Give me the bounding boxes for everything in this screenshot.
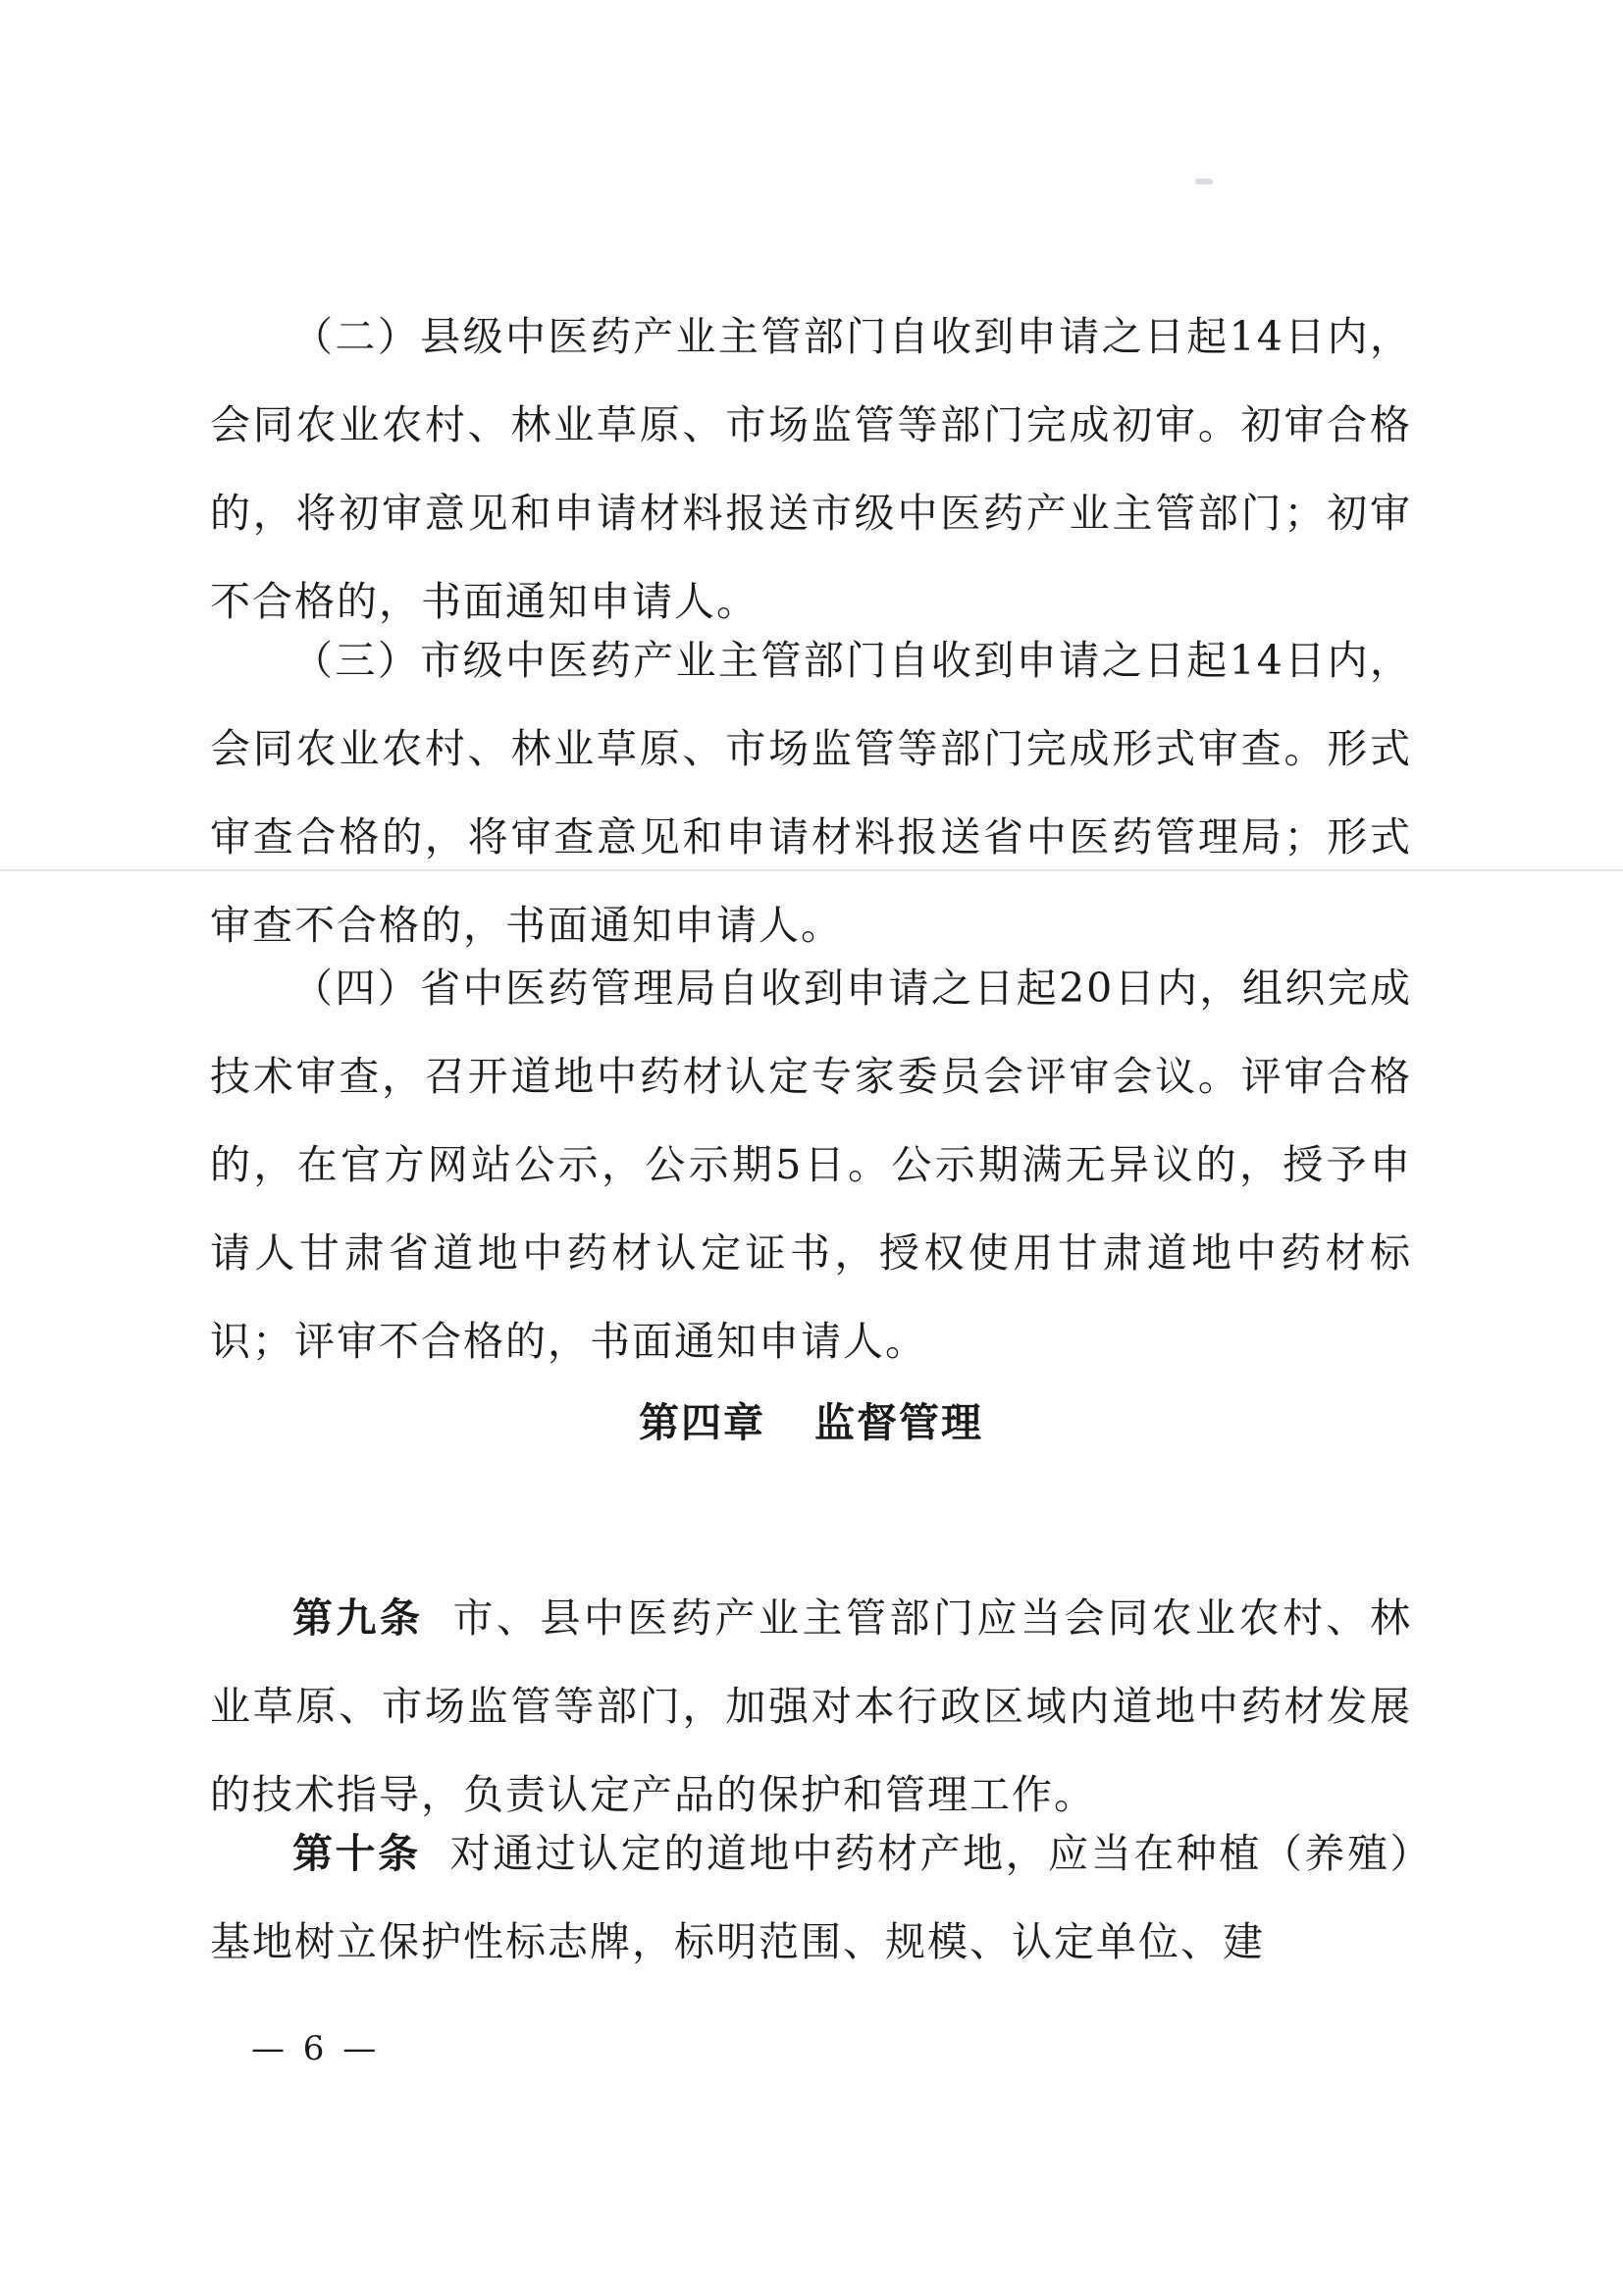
chapter-heading bbox=[210, 1393, 1412, 1452]
article-nine-text: 市、县中医药产业主管部门应当会同农业农村、林业草原、市场监管等部门，加强对本行政区域内道地中药材发展的技术指导，负责认定产品的保护和管理工作。 bbox=[210, 1594, 1412, 1818]
scan-speck bbox=[1195, 179, 1213, 184]
page-number: — 6 — bbox=[251, 2029, 381, 2068]
article-ten-text: 对通过认定的道地中药材产地，应当在种植（养殖）基地树立保护性标志牌，标明范围、规模、认定单位、建 bbox=[210, 1830, 1413, 1965]
chapter-title: 监督管理 bbox=[814, 1399, 983, 1446]
chapter-number: 第四章 bbox=[639, 1399, 765, 1446]
article-nine-label: 第九条 bbox=[292, 1594, 424, 1642]
paragraph-province-review: （四）省中医药管理局自收到申请之日起20日内，组织完成技术审查，召开道地中药材认定专家委员会评审会议。评审合格的，在官方网站公示，公示期5日。公示期满无异议的，授予申请人甘肃省道地中药材认定证书，授权使用甘肃道地中药材标识；评审不合格的，书面通知申请人。 bbox=[210, 965, 1412, 1365]
article-ten-label: 第十条 bbox=[292, 1830, 421, 1877]
article-nine bbox=[210, 1574, 1412, 1839]
paragraph-county-review: （二）县级中医药产业主管部门自收到申请之日起14日内，会同农业农村、林业草原、市场监管等部门完成初审。初审合格的，将初审意见和申请材料报送市级中医药产业主管部门；初审不合格的，书面通知申请人。 bbox=[210, 313, 1412, 625]
paragraph-city-review: （三）市级中医药产业主管部门自收到申请之日起14日内，会同农业农村、林业草原、市场监管等部门完成形式审查。形式审查合格的，将审查意见和申请材料报送省中医药管理局；形式审查不合格的，书面通知申请人。 bbox=[210, 637, 1412, 949]
article-ten bbox=[210, 1809, 1412, 1986]
